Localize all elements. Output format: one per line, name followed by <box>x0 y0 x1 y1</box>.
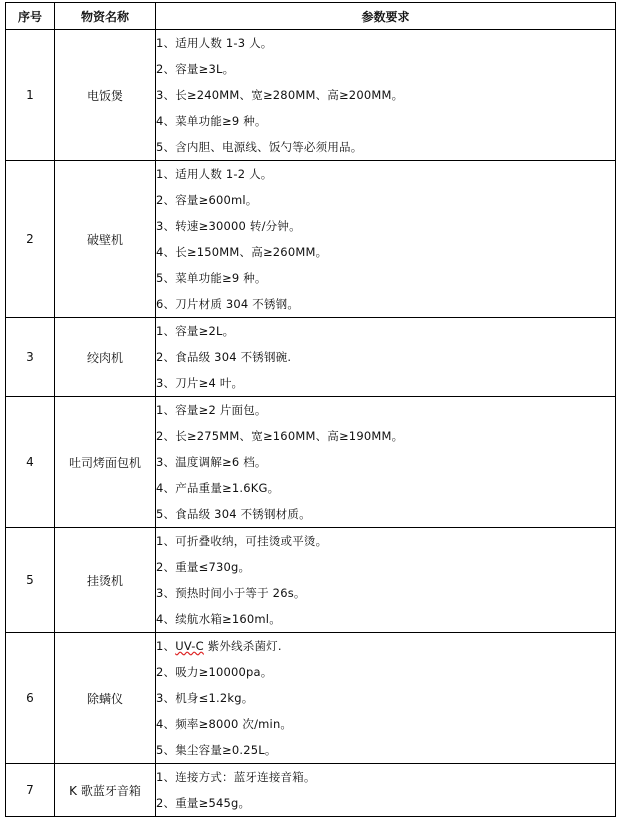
param-line: 3、转速≥30000 转/分钟。 <box>156 219 301 233</box>
header-row <box>6 3 616 30</box>
item-name: K 歌蓝牙音箱 <box>55 764 156 817</box>
param-line: 1、容量≥2 片面包。 <box>156 403 267 417</box>
param-line: 3、长≥240MM、宽≥280MM、高≥200MM。 <box>156 88 404 102</box>
param-list <box>156 161 616 318</box>
row-index: 5 <box>6 528 55 633</box>
param-line: 2、容量≥3L。 <box>156 62 235 76</box>
param-line: 4、续航水箱≥160ml。 <box>156 612 281 626</box>
param-line: 3、预热时间小于等于 26s。 <box>156 586 306 600</box>
table-row <box>6 318 616 397</box>
param-list <box>156 30 616 161</box>
item-name: 电饭煲 <box>55 30 156 161</box>
item-name: 吐司烤面包机 <box>55 397 156 528</box>
param-line: 1、适用人数 1-2 人。 <box>156 167 273 181</box>
item-name: 破壁机 <box>55 161 156 318</box>
param-line: 2、重量≥545g。 <box>156 796 251 810</box>
row-index: 3 <box>6 318 55 397</box>
param-line: 2、容量≥600ml。 <box>156 193 258 207</box>
param-line: 4、长≥150MM、高≥260MM。 <box>156 245 328 259</box>
spec-table <box>5 2 616 817</box>
row-index: 6 <box>6 633 55 764</box>
param-line: 2、重量≤730g。 <box>156 560 251 574</box>
param-line: 3、机身≤1.2kg。 <box>156 691 254 705</box>
header-index: 序号 <box>6 3 55 30</box>
param-line: 3、刀片≥4 叶。 <box>156 376 244 390</box>
param-line: 6、刀片材质 304 不锈钢。 <box>156 297 300 311</box>
param-line: 5、集尘容量≥0.25L。 <box>156 743 277 757</box>
param-list <box>156 528 616 633</box>
param-list <box>156 397 616 528</box>
param-line: 4、菜单功能≥9 种。 <box>156 114 267 128</box>
param-line: 5、食品级 304 不锈钢材质。 <box>156 507 311 521</box>
item-name: 除螨仪 <box>55 633 156 764</box>
row-index: 7 <box>6 764 55 817</box>
table-row <box>6 528 616 633</box>
table-row <box>6 161 616 318</box>
param-line: 4、产品重量≥1.6KG。 <box>156 481 280 495</box>
param-line: 2、食品级 304 不锈钢碗. <box>156 350 292 364</box>
param-line: 5、菜单功能≥9 种。 <box>156 271 267 285</box>
row-index: 1 <box>6 30 55 161</box>
table-body <box>6 30 616 817</box>
header-name: 物资名称 <box>55 3 156 30</box>
param-line: 2、吸力≥10000pa。 <box>156 665 273 679</box>
param-line: 2、长≥275MM、宽≥160MM、高≥190MM。 <box>156 429 404 443</box>
param-line: 5、含内胆、电源线、饭勺等必须用品。 <box>156 140 363 154</box>
table-row <box>6 633 616 764</box>
param-line: 1、连接方式：蓝牙连接音箱。 <box>156 770 316 784</box>
table-row <box>6 764 616 817</box>
param-list <box>156 318 616 397</box>
param-line: 1、UV-C 紫外线杀菌灯. <box>156 639 282 653</box>
param-line: 1、适用人数 1-3 人。 <box>156 36 273 50</box>
param-line: 3、温度调解≥6 档。 <box>156 455 267 469</box>
row-index: 2 <box>6 161 55 318</box>
table-row <box>6 397 616 528</box>
param-line: 4、频率≥8000 次/min。 <box>156 717 293 731</box>
param-list <box>156 633 616 764</box>
header-params: 参数要求 <box>156 3 616 30</box>
param-line: 1、可折叠收纳，可挂烫或平烫。 <box>156 534 328 548</box>
param-list <box>156 764 616 817</box>
param-line: 1、容量≥2L。 <box>156 324 235 338</box>
table-row <box>6 30 616 161</box>
item-name: 挂烫机 <box>55 528 156 633</box>
item-name: 绞肉机 <box>55 318 156 397</box>
row-index: 4 <box>6 397 55 528</box>
